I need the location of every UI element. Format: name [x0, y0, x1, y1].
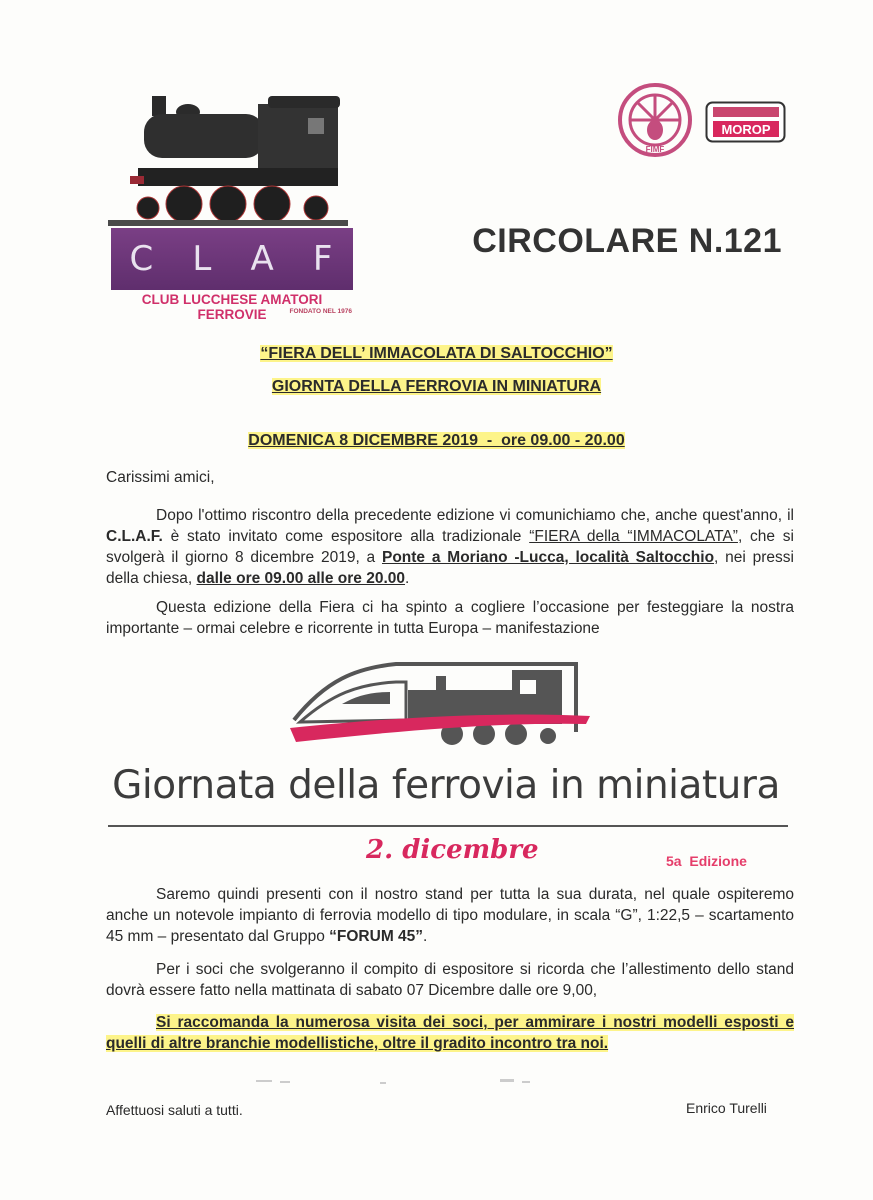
scan-marks	[250, 1072, 550, 1092]
claf-letter: F	[312, 239, 335, 279]
text-run: Saremo quindi presenti con il nostro stand per tutta la sua durata, nel quale ospiteremo anche un notevole impianto di ferrovia modello di tipo modulare, in scala “G”, 1:22,5 – scartamento 45 mm – presentato dal Gruppo	[106, 886, 794, 945]
closing-salutation: Affettuosi saluti a tutti.	[106, 1102, 243, 1118]
event-subheadline	[0, 378, 873, 396]
event-subheadline-text: GIORNTA DELLA FERROVIA IN MINIATURA	[271, 378, 602, 395]
locomotive-photo	[108, 86, 348, 230]
club-founded: FONDATO NEL 1976	[289, 308, 352, 315]
text-run: .	[423, 928, 428, 945]
club-acronym: C.L.A.F.	[106, 528, 163, 545]
greeting: Carissimi amici,	[106, 469, 215, 486]
claf-letter: A	[250, 239, 276, 279]
morop-logo-text: MOROP	[721, 122, 771, 137]
event-date	[0, 432, 873, 450]
train-illustration	[286, 650, 596, 756]
text-run: Dopo l'ottimo riscontro della precedente edizione vi comunichiamo che, anche quest'anno, il	[156, 507, 794, 524]
text-run: .	[405, 570, 410, 587]
text-run: è stato invitato come espositore alla tradizionale	[162, 528, 530, 545]
claf-letter: C	[129, 239, 156, 279]
paragraph-recommendation	[106, 1012, 794, 1054]
recommendation-text: Si raccomanda la numerosa visita dei soci, per ammirare i nostri modelli esposti e quelli di altre branchie modellistiche, oltre il gradito incontro tra noi.	[106, 1014, 794, 1052]
poster-date: 2. dicembre	[366, 835, 539, 865]
paragraph-celebration: Questa edizione della Fiera ci ha spinto a cogliere l’occasione per festeggiare la nostra importante – ormai celebre e ricorrente in tutta Europa – manifestazione	[106, 599, 794, 637]
event-date-text: DOMENICA 8 DICEMBRE 2019 - ore 09.00 - 20.00	[248, 432, 625, 449]
paragraph-invitation	[106, 505, 794, 589]
event-place: Ponte a Moriano -Lucca, località Saltocchio	[382, 549, 715, 566]
paragraph-stand	[106, 884, 794, 947]
text-run: , che si svolgerà il giorno 8 dicembre 2019, a	[106, 528, 794, 566]
claf-letter: L	[192, 239, 214, 279]
fair-name: “FIERA della “IMMACOLATA”	[529, 528, 738, 545]
club-name: CLUB LUCCHESE AMATORI FERROVIE	[141, 292, 323, 322]
edition-label: 5a Edizione	[666, 853, 747, 869]
text-run: , nei pressi della chiesa,	[106, 549, 794, 587]
circular-title: CIRCOLARE N.121	[472, 222, 782, 260]
morop-logo	[705, 101, 786, 143]
event-hours: dalle ore 09.00 alle ore 20.00	[196, 570, 406, 587]
fimf-logo	[617, 82, 693, 164]
event-headline	[0, 345, 873, 363]
poster-title: Giornata della ferrovia in miniatura	[112, 763, 780, 808]
fimf-logo-text: FIMF	[645, 145, 665, 154]
paragraph-exhibitors: Per i soci che svolgeranno il compito di espositore si ricorda che l’allestimento dello stand dovrà essere fatto nella mattinata di sabato 07 Dicembre dalle ore 9,00,	[106, 961, 794, 999]
group-name: “FORUM 45”	[329, 928, 424, 945]
signature-name: Enrico Turelli	[686, 1100, 767, 1116]
event-headline-text: “FIERA DELL’ IMMACOLATA DI SALTOCCHIO”	[260, 345, 613, 362]
poster-divider	[108, 825, 788, 827]
claf-logo	[111, 228, 353, 290]
